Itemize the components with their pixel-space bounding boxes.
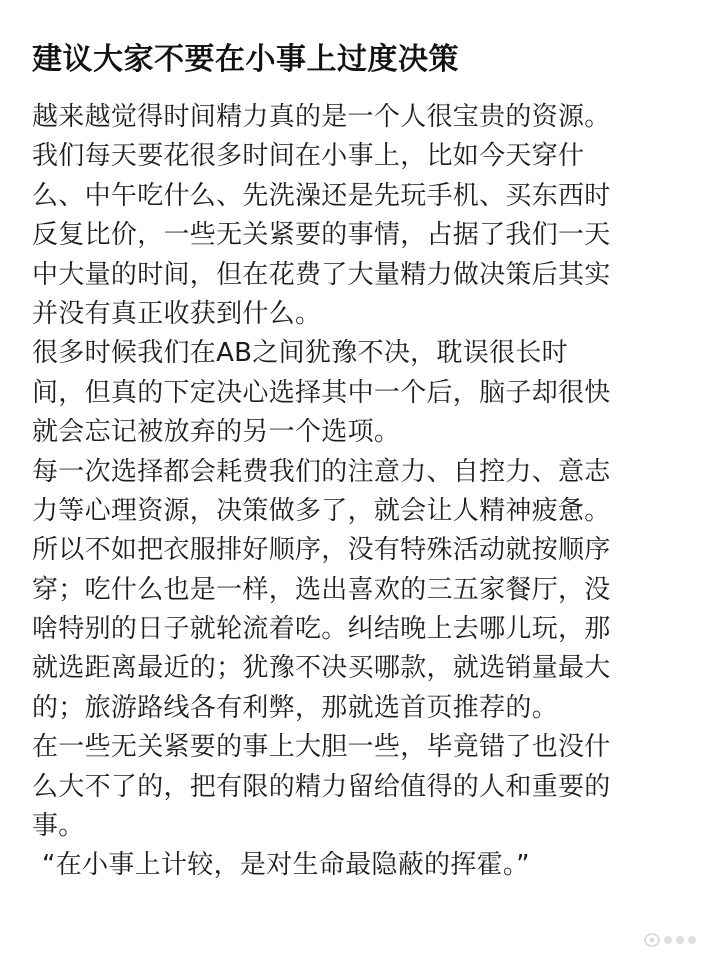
watermark-logo-icon	[642, 929, 706, 951]
body-line: 就选距离最近的；犹豫不决买哪款，就选销量最大	[32, 653, 611, 684]
body-line: 反复比价，一些无关紧要的事情，占据了我们一天	[32, 220, 611, 251]
body-line: 啥特别的日子就轮流着吃。纠结晚上去哪儿玩，那	[32, 614, 611, 645]
body-line: 所以不如把衣服排好顺序，没有特殊活动就按顺序	[32, 535, 611, 566]
body-line: 事。	[32, 811, 85, 842]
body-line: 在一些无关紧要的事上大胆一些，毕竟错了也没什	[32, 732, 611, 763]
body-line: 并没有真正收获到什么。	[32, 298, 322, 329]
body-line: 么、中午吃什么、先洗澡还是先玩手机、买东西时	[32, 180, 611, 211]
body-line: 越来越觉得时间精力真的是一个人很宝贵的资源。	[32, 102, 611, 132]
quote-line: “在小事上计较，是对生命最隐蔽的挥霍。”	[42, 850, 530, 881]
body-line: 间，但真的下定决心选择其中一个后，脑子却很快	[32, 377, 611, 408]
body-line: 穿；吃什么也是一样，选出喜欢的三五家餐厅，没	[32, 574, 611, 605]
body-line: 我们每天要花很多时间在小事上，比如今天穿什	[32, 141, 585, 172]
body-line: 力等心理资源，决策做多了，就会让人精神疲惫。	[32, 495, 611, 526]
body-line: 很多时候我们在AB之间犹豫不决，耽误很长时	[32, 338, 568, 369]
body-line: 中大量的时间，但在花费了大量精力做决策后其实	[32, 259, 611, 290]
article-title: 建议大家不要在小事上过度决策	[32, 42, 459, 77]
body-line: 每一次选择都会耗费我们的注意力、自控力、意志	[32, 456, 611, 487]
article-body	[32, 98, 692, 886]
body-line: 就会忘记被放弃的另一个选项。	[32, 417, 401, 448]
body-line: 的；旅游路线各有利弊，那就选首页推荐的。	[32, 692, 559, 723]
body-line: 么大不了的，把有限的精力留给值得的人和重要的	[32, 771, 611, 802]
